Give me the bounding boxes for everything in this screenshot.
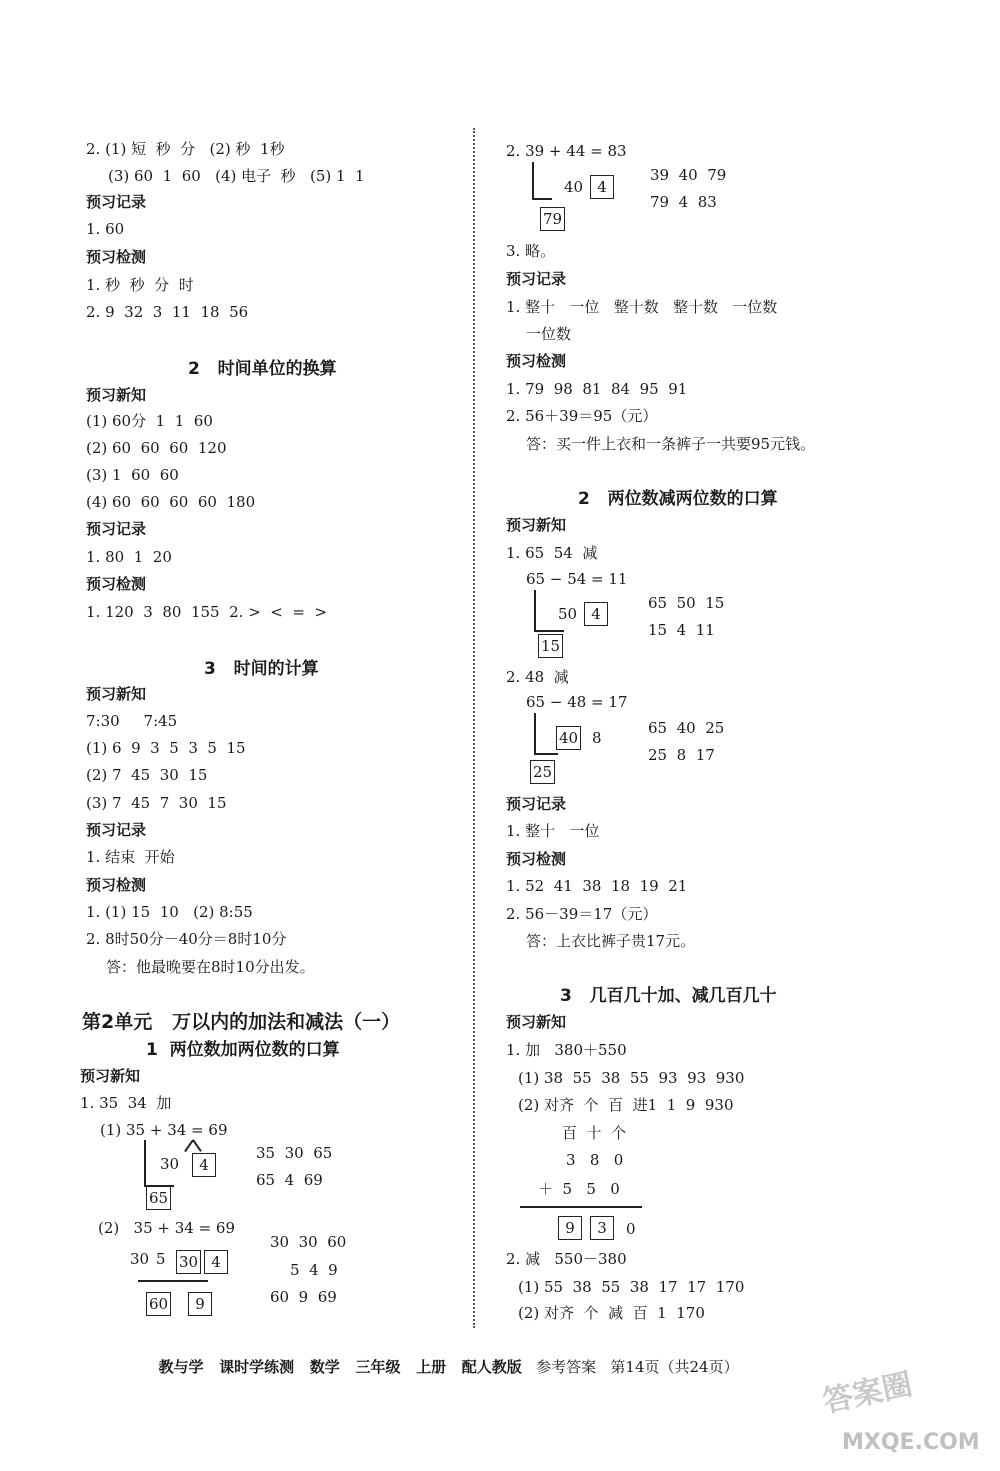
- calc-line: 65 50 15: [648, 594, 725, 612]
- split-number: 5: [156, 1250, 166, 1268]
- answer-line: 7:30 7:45: [86, 712, 178, 730]
- equation: 2. 39 + 44 = 83: [506, 142, 627, 160]
- answer-line: 1. 80 1 20: [86, 548, 172, 566]
- subheading: 预习检测: [86, 575, 147, 593]
- section-title: 3 几百几十加、减几百几十: [560, 986, 777, 1006]
- subheading: 预习检测: [506, 850, 567, 868]
- equation: 65 − 48 = 17: [526, 693, 628, 711]
- answer-line: 1. 52 41 38 18 19 21: [506, 877, 688, 895]
- answer-line: 1. 60: [86, 220, 125, 238]
- bracket-line: [534, 590, 536, 630]
- answer-line: (1) 38 55 38 55 93 93 930: [518, 1069, 745, 1087]
- answer-line: 答：买一件上衣和一条裤子一共要95元钱。: [526, 435, 816, 453]
- answer-line: 3. 略。: [506, 242, 556, 260]
- subheading: 预习记录: [86, 520, 147, 538]
- answer-line: 1. 65 54 减: [506, 544, 598, 562]
- answer-line: (3) 7 45 7 30 15: [86, 794, 227, 812]
- place-value-header: 百 十 个: [562, 1124, 627, 1142]
- subheading: 预习检测: [506, 352, 567, 370]
- answer-line: 答：他最晚要在8时10分出发。: [106, 958, 315, 976]
- answer-line: 2. 9 32 3 11 18 56: [86, 303, 249, 321]
- answer-box: 4: [192, 1153, 216, 1177]
- calc-line: 25 8 17: [648, 746, 715, 764]
- calc-line: 30 30 60: [270, 1233, 347, 1251]
- subheading: 预习记录: [506, 270, 567, 288]
- subheading: 预习新知: [86, 685, 147, 703]
- answer-line: 2. 56－39＝17（元）: [506, 905, 658, 923]
- section-title: 2 两位数减两位数的口算: [578, 489, 778, 509]
- subheading: 预习检测: [86, 248, 147, 266]
- calc-row: 3 8 0: [566, 1151, 624, 1169]
- answer-box: 15: [538, 634, 563, 658]
- calc-row: ＋ 5 5 0: [538, 1180, 620, 1198]
- calc-line: 5 4 9: [290, 1261, 338, 1279]
- answer-box: 4: [584, 602, 608, 626]
- subheading: 预习记录: [86, 193, 147, 211]
- subheading: 预习检测: [86, 876, 147, 894]
- bracket-line: [532, 162, 534, 198]
- answer-box: 79: [540, 207, 565, 231]
- equation: 65 − 54 = 11: [526, 570, 628, 588]
- split-number: 50: [558, 605, 578, 623]
- bracket-line: [534, 753, 558, 755]
- answer-box: 4: [590, 175, 614, 199]
- answer-box: 40: [556, 726, 581, 750]
- subheading: 预习新知: [506, 1013, 567, 1031]
- sum-line: [520, 1206, 642, 1208]
- answer-line: (3) 60 1 60 (4) 电子 秒 (5) 1 1: [108, 167, 365, 185]
- answer-line: 一位数: [526, 325, 572, 343]
- answer-box: 30: [176, 1250, 201, 1274]
- answer-line: (1) 55 38 55 38 17 17 170: [518, 1278, 745, 1296]
- calc-digit: 0: [626, 1220, 636, 1238]
- answer-box: 60: [146, 1292, 171, 1316]
- answer-line: 1. 整十 一位 整十数 整十数 一位数: [506, 298, 778, 316]
- subheading: 预习新知: [80, 1067, 141, 1085]
- answer-box: 4: [204, 1250, 228, 1274]
- unit-title: 第2单元 万以内的加法和减法（一）: [82, 1011, 401, 1033]
- answer-line: (3) 1 60 60: [86, 466, 179, 484]
- answer-line: 1. 秒 秒 分 时: [86, 276, 194, 294]
- calc-line: 65 40 25: [648, 719, 725, 737]
- calc-line: 60 9 69: [270, 1288, 337, 1306]
- answer-box: 65: [146, 1186, 171, 1210]
- subheading: 预习记录: [506, 795, 567, 813]
- subheading: 预习新知: [86, 386, 147, 404]
- answer-line: (1) 60分 1 1 60: [86, 412, 213, 430]
- answer-line: 2. 8时50分－40分＝8时10分: [86, 930, 287, 948]
- calc-line: 79 4 83: [650, 193, 717, 211]
- answer-line: (2) 对齐 个 百 进1 1 9 930: [518, 1096, 734, 1114]
- subheading: 预习记录: [86, 821, 147, 839]
- watermark-logo: 答案圈: [820, 1366, 916, 1420]
- calc-line: 65 4 69: [256, 1171, 323, 1189]
- bracket-line: [534, 713, 536, 753]
- answer-line: (2) 60 60 60 120: [86, 439, 227, 457]
- watermark-url: MXQE.COM: [842, 1430, 980, 1455]
- answer-line: 1. (1) 15 10 (2) 8:55: [86, 903, 253, 921]
- answer-line: 1. 加 380＋550: [506, 1041, 627, 1059]
- split-number: 8: [592, 729, 602, 747]
- answer-line: 2. (1) 短 秒 分 (2) 秒 1秒: [86, 140, 285, 158]
- split-number: 40: [564, 178, 584, 196]
- answer-box: 9: [558, 1216, 582, 1240]
- bracket-line: [144, 1140, 146, 1185]
- calc-line: 39 40 79: [650, 166, 727, 184]
- split-line: [184, 1140, 193, 1152]
- answer-line: (4) 60 60 60 60 180: [86, 493, 256, 511]
- section-title: 2 时间单位的换算: [188, 359, 337, 379]
- answer-box: 9: [188, 1292, 212, 1316]
- answer-box: 3: [590, 1216, 614, 1240]
- split-number: 30: [160, 1155, 180, 1173]
- answer-line: 1. 120 3 80 155 2. > < = >: [86, 603, 328, 621]
- left-column: [80, 0, 500, 1471]
- split-line: [192, 1140, 201, 1152]
- split-number: 30: [130, 1250, 150, 1268]
- answer-line: 2. 减 550－380: [506, 1250, 627, 1268]
- answer-line: 2. 48 减: [506, 668, 569, 686]
- answer-line: 答：上衣比裤子贵17元。: [526, 932, 696, 950]
- calc-line: 15 4 11: [648, 621, 715, 639]
- bracket-line: [532, 198, 552, 200]
- answer-line: 1. 整十 一位: [506, 822, 600, 840]
- answer-line: 1. 35 34 加: [80, 1094, 172, 1112]
- section-title: 3 时间的计算: [204, 659, 319, 679]
- answer-line: (1) 6 9 3 5 3 5 15: [86, 739, 246, 757]
- answer-line: 1. 79 98 81 84 95 91: [506, 380, 688, 398]
- bracket-line: [534, 630, 564, 632]
- bracket-line: [138, 1280, 208, 1282]
- answer-line: 2. 56＋39＝95（元）: [506, 407, 658, 425]
- section-title: 1 两位数加两位数的口算: [146, 1040, 340, 1060]
- page-footer: [148, 1338, 739, 1377]
- equation: (2) 35 + 34 = 69: [98, 1219, 236, 1237]
- answer-line: 1. 结束 开始: [86, 848, 175, 866]
- footer-page-info: 参考答案 第14页（共24页）: [521, 1358, 739, 1376]
- footer-title: 教与学 课时学练测 数学 三年级 上册 配人教版: [158, 1358, 522, 1376]
- answer-box: 25: [530, 760, 555, 784]
- answer-line: (2) 7 45 30 15: [86, 766, 208, 784]
- answer-line: (2) 对齐 个 减 百 1 170: [518, 1304, 705, 1322]
- calc-line: 35 30 65: [256, 1144, 333, 1162]
- right-column: [500, 0, 920, 1471]
- subheading: 预习新知: [506, 516, 567, 534]
- equation: (1) 35 + 34 = 69: [100, 1121, 228, 1139]
